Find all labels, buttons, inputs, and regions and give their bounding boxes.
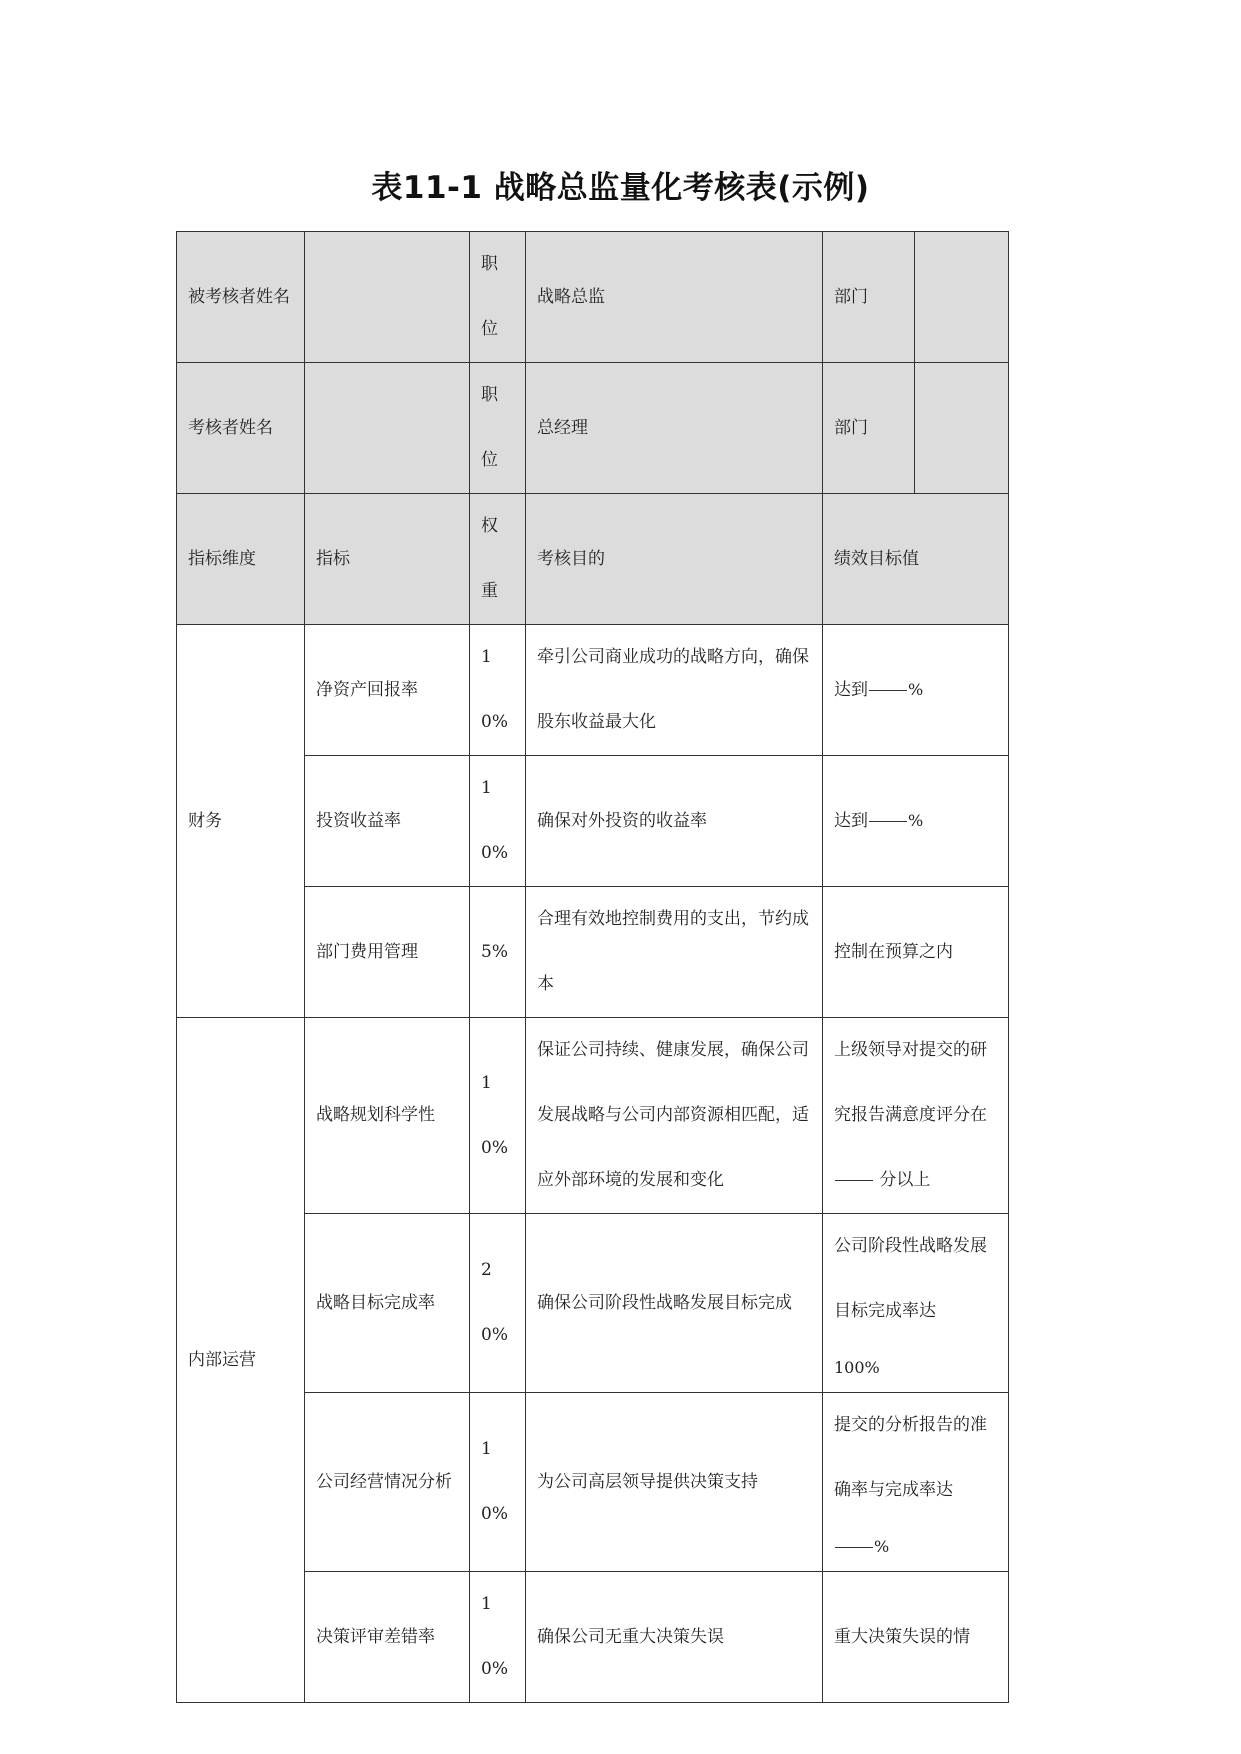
target-cell: 控制在预算之内 <box>823 887 1009 1018</box>
assessee-name-label: 被考核者姓名 <box>177 232 305 363</box>
weight-cell: 10% <box>470 756 526 887</box>
purpose-cell: 为公司高层领导提供决策支持 <box>526 1393 823 1572</box>
purpose-cell: 确保公司阶段性战略发展目标完成 <box>526 1214 823 1393</box>
indicator-cell: 战略规划科学性 <box>305 1018 470 1214</box>
table-row <box>177 1018 1009 1214</box>
fill-in-blank <box>869 689 907 691</box>
assessor-dept-label: 部门 <box>823 363 915 494</box>
fill-in-blank <box>835 1546 873 1548</box>
table-row <box>177 625 1009 756</box>
assessee-dept-value <box>915 232 1009 363</box>
indicator-cell: 决策评审差错率 <box>305 1572 470 1703</box>
indicator-cell: 公司经营情况分析 <box>305 1393 470 1572</box>
target-cell: 重大决策失误的情 <box>823 1572 1009 1703</box>
target-cell: 达到 % <box>823 756 1009 887</box>
target-cell: 公司阶段性战略发展目标完成率达 100% <box>823 1214 1009 1393</box>
target-cell: 提交的分析报告的准确率与完成率达 % <box>823 1393 1009 1572</box>
assessee-position-label: 职位 <box>470 232 526 363</box>
fill-in-blank <box>869 820 907 822</box>
col-header-weight: 权重 <box>470 494 526 625</box>
target-cell: 上级领导对提交的研究报告满意度评分在 分以上 <box>823 1018 1009 1214</box>
col-header-indicator: 指标 <box>305 494 470 625</box>
col-header-purpose: 考核目的 <box>526 494 823 625</box>
assessor-position-label: 职位 <box>470 363 526 494</box>
indicator-cell: 投资收益率 <box>305 756 470 887</box>
weight-cell: 10% <box>470 1393 526 1572</box>
fill-in-blank <box>835 1179 873 1181</box>
assessee-position-value: 战略总监 <box>526 232 823 363</box>
col-header-target: 绩效目标值 <box>823 494 1009 625</box>
indicator-cell: 部门费用管理 <box>305 887 470 1018</box>
weight-cell: 5% <box>470 887 526 1018</box>
purpose-cell: 合理有效地控制费用的支出，节约成本 <box>526 887 823 1018</box>
assessee-dept-label: 部门 <box>823 232 915 363</box>
purpose-cell: 保证公司持续、健康发展，确保公司发展战略与公司内部资源相匹配，适应外部环境的发展和变化 <box>526 1018 823 1214</box>
weight-cell: 10% <box>470 1572 526 1703</box>
header-row-assessee <box>177 232 1009 363</box>
dimension-cell: 内部运营 <box>177 1018 305 1703</box>
assessor-name-label: 考核者姓名 <box>177 363 305 494</box>
assessment-table <box>176 231 1009 1703</box>
col-header-dimension: 指标维度 <box>177 494 305 625</box>
page-title: 表11-1 战略总监量化考核表(示例) <box>371 170 870 206</box>
purpose-cell: 确保公司无重大决策失误 <box>526 1572 823 1703</box>
dimension-cell: 财务 <box>177 625 305 1018</box>
indicator-cell: 战略目标完成率 <box>305 1214 470 1393</box>
assessee-name-value <box>305 232 470 363</box>
weight-cell: 20% <box>470 1214 526 1393</box>
weight-cell: 10% <box>470 1018 526 1214</box>
column-header-row <box>177 494 1009 625</box>
header-row-assessor <box>177 363 1009 494</box>
weight-cell: 10% <box>470 625 526 756</box>
target-cell: 达到 % <box>823 625 1009 756</box>
purpose-cell: 牵引公司商业成功的战略方向，确保股东收益最大化 <box>526 625 823 756</box>
purpose-cell: 确保对外投资的收益率 <box>526 756 823 887</box>
assessor-dept-value <box>915 363 1009 494</box>
assessor-name-value <box>305 363 470 494</box>
assessor-position-value: 总经理 <box>526 363 823 494</box>
indicator-cell: 净资产回报率 <box>305 625 470 756</box>
